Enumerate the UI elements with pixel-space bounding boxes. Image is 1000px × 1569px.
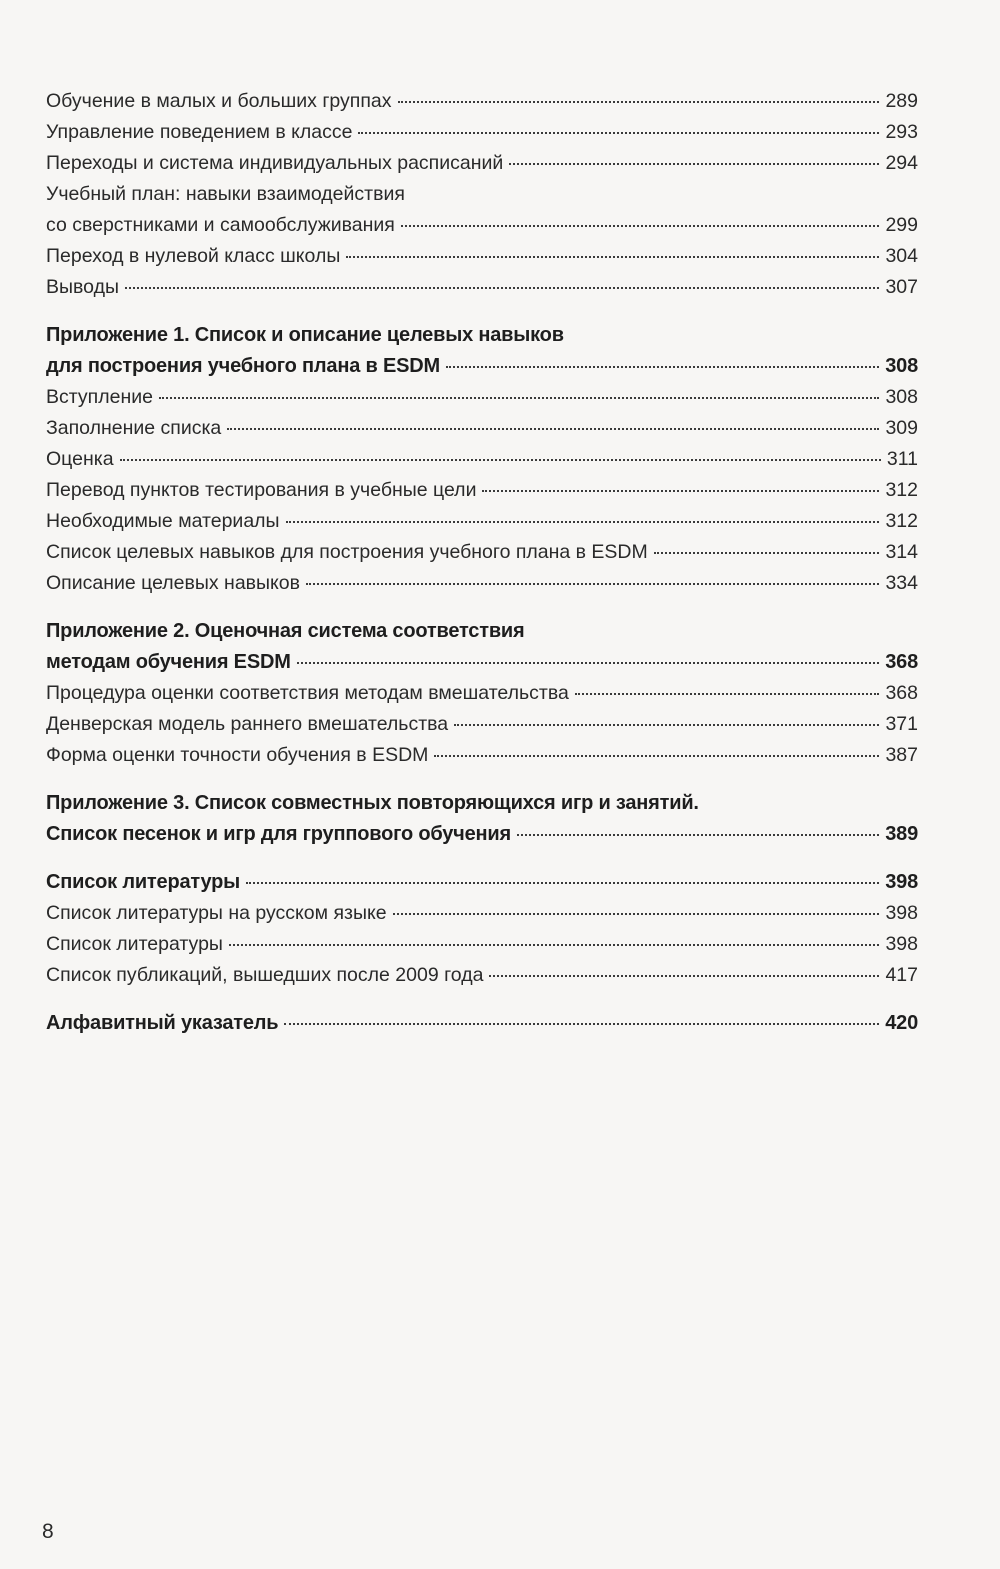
dot-leader xyxy=(434,755,879,757)
toc-entry-title: Список литературы xyxy=(46,871,241,893)
toc-entry-title: Заполнение списка xyxy=(46,417,222,439)
toc-section-heading xyxy=(46,867,918,898)
toc-entry xyxy=(46,678,918,709)
toc-page-number: 398 xyxy=(885,871,918,893)
toc-entry-title: для построения учебного плана в ESDM xyxy=(46,355,440,377)
toc-entry-row xyxy=(46,148,918,179)
toc-entry-row xyxy=(46,1008,918,1039)
dot-leader xyxy=(229,944,880,946)
toc-entry-row xyxy=(46,898,918,929)
toc-entry-row xyxy=(46,506,918,537)
toc-entry-row xyxy=(46,537,918,568)
toc-entry xyxy=(46,272,918,303)
toc-entry-title: Выводы xyxy=(46,276,119,298)
toc-entry-title: Оценка xyxy=(46,448,114,470)
toc-page-number: 368 xyxy=(885,682,918,704)
toc-entry xyxy=(46,86,918,117)
dot-leader xyxy=(454,724,879,726)
toc-page-number: 371 xyxy=(885,713,918,735)
dot-leader xyxy=(159,397,880,399)
dot-leader xyxy=(246,882,879,884)
dot-leader xyxy=(120,459,881,461)
toc-entry xyxy=(46,960,918,991)
toc-page-number: 420 xyxy=(885,1012,918,1034)
dot-leader xyxy=(227,428,879,430)
toc-entry-row xyxy=(46,382,918,413)
toc-page-number: 299 xyxy=(885,214,918,236)
dot-leader xyxy=(654,552,880,554)
toc-entry xyxy=(46,444,918,475)
toc-entry xyxy=(46,568,918,599)
toc-entry xyxy=(46,709,918,740)
toc-entry-title: Вступление xyxy=(46,386,153,408)
dot-leader xyxy=(401,225,880,227)
toc-entry-title: Процедура оценки соответствия методам вмешательства xyxy=(46,682,569,704)
toc-page-number: 398 xyxy=(885,902,918,924)
toc-entry-row xyxy=(46,272,918,303)
toc-entry-row xyxy=(46,678,918,709)
dot-leader xyxy=(306,583,879,585)
toc-page-number: 334 xyxy=(885,572,918,594)
dot-leader xyxy=(358,132,879,134)
dot-leader xyxy=(446,366,879,368)
toc-page-number: 308 xyxy=(885,355,918,377)
toc-entry-title-line: Учебный план: навыки взаимодействия xyxy=(46,183,405,205)
toc-entry-row xyxy=(46,867,918,898)
toc-entry-row xyxy=(46,819,918,850)
dot-leader xyxy=(284,1023,879,1025)
toc-page-number: 308 xyxy=(885,386,918,408)
toc-entry-title: Перевод пунктов тестирования в учебные цели xyxy=(46,479,477,501)
dot-leader xyxy=(482,490,879,492)
toc-entry-row xyxy=(46,647,918,678)
toc-entry-title-line: Приложение 2. Оценочная система соответствия xyxy=(46,620,525,642)
toc-entry-row xyxy=(46,929,918,960)
page-number: 8 xyxy=(42,1520,54,1543)
toc-entry-row xyxy=(46,709,918,740)
toc-entry-title: Форма оценки точности обучения в ESDM xyxy=(46,744,429,766)
dot-leader xyxy=(517,834,879,836)
toc-entry xyxy=(46,413,918,444)
dot-leader xyxy=(489,975,879,977)
dot-leader xyxy=(509,163,879,165)
dot-leader xyxy=(398,101,880,103)
toc-entry-title-line: Приложение 1. Список и описание целевых навыков xyxy=(46,324,564,346)
dot-leader xyxy=(346,256,879,258)
toc-entry-row xyxy=(46,960,918,991)
toc-section-heading xyxy=(46,1008,918,1039)
toc-page-number: 312 xyxy=(885,479,918,501)
toc-entry xyxy=(46,382,918,413)
toc-entry-title: Список целевых навыков для построения учебного плана в ESDM xyxy=(46,541,648,563)
toc-entry-row xyxy=(46,117,918,148)
toc-entry xyxy=(46,475,918,506)
toc-entry-title: методам обучения ESDM xyxy=(46,651,291,673)
toc-page-number: 312 xyxy=(885,510,918,532)
toc-entry xyxy=(46,537,918,568)
toc-entry-title-line: Приложение 3. Список совместных повторяющихся игр и занятий. xyxy=(46,792,699,814)
toc-section-heading xyxy=(46,788,918,850)
toc-entry xyxy=(46,929,918,960)
toc-entry xyxy=(46,740,918,771)
toc-page-number: 387 xyxy=(885,744,918,766)
toc-entry-row xyxy=(46,568,918,599)
toc-page-number: 398 xyxy=(885,933,918,955)
toc-entry-title: Управление поведением в классе xyxy=(46,121,353,143)
toc-entry-title: Список публикаций, вышедших после 2009 года xyxy=(46,964,484,986)
toc-entry-title: со сверстниками и самообслуживания xyxy=(46,214,395,236)
dot-leader xyxy=(297,662,880,664)
toc-entry xyxy=(46,241,918,272)
toc-entry-row xyxy=(46,740,918,771)
toc-entry-title: Список литературы на русском языке xyxy=(46,902,387,924)
toc-section-heading xyxy=(46,320,918,382)
toc-entry-title: Переход в нулевой класс школы xyxy=(46,245,341,267)
dot-leader xyxy=(575,693,880,695)
toc-entry xyxy=(46,148,918,179)
toc-entry-row xyxy=(46,351,918,382)
toc-entry-title: Список песенок и игр для группового обучения xyxy=(46,823,511,845)
toc-entry-row xyxy=(46,210,918,241)
toc-entry-row xyxy=(46,444,918,475)
dot-leader xyxy=(286,521,880,523)
toc-entry-row xyxy=(46,413,918,444)
toc-entry xyxy=(46,117,918,148)
toc-page-number: 389 xyxy=(885,823,918,845)
dot-leader xyxy=(125,287,879,289)
table-of-contents xyxy=(46,86,918,1039)
toc-page-number: 311 xyxy=(886,448,918,470)
toc-entry-title: Переходы и система индивидуальных расписаний xyxy=(46,152,504,174)
toc-entry-title: Алфавитный указатель xyxy=(46,1012,279,1034)
toc-page-number: 314 xyxy=(885,541,918,563)
toc-entry-title: Необходимые материалы xyxy=(46,510,280,532)
toc-page-number: 307 xyxy=(885,276,918,298)
toc-entry-row xyxy=(46,475,918,506)
toc-entry-row xyxy=(46,241,918,272)
toc-page-number: 294 xyxy=(885,152,918,174)
toc-entry-title: Обучение в малых и больших группах xyxy=(46,90,392,112)
toc-page-number: 309 xyxy=(885,417,918,439)
toc-entry xyxy=(46,898,918,929)
toc-entry-title: Список литературы xyxy=(46,933,223,955)
toc-entry xyxy=(46,506,918,537)
toc-page-number: 293 xyxy=(885,121,918,143)
dot-leader xyxy=(393,913,880,915)
toc-page-number: 289 xyxy=(885,90,918,112)
toc-entry xyxy=(46,179,918,241)
toc-section-heading xyxy=(46,616,918,678)
toc-page-number: 368 xyxy=(885,651,918,673)
toc-entry-title: Описание целевых навыков xyxy=(46,572,300,594)
toc-entry-row xyxy=(46,86,918,117)
toc-entry-title: Денверская модель раннего вмешательства xyxy=(46,713,449,735)
toc-page-number: 304 xyxy=(885,245,918,267)
toc-page-number: 417 xyxy=(885,964,918,986)
